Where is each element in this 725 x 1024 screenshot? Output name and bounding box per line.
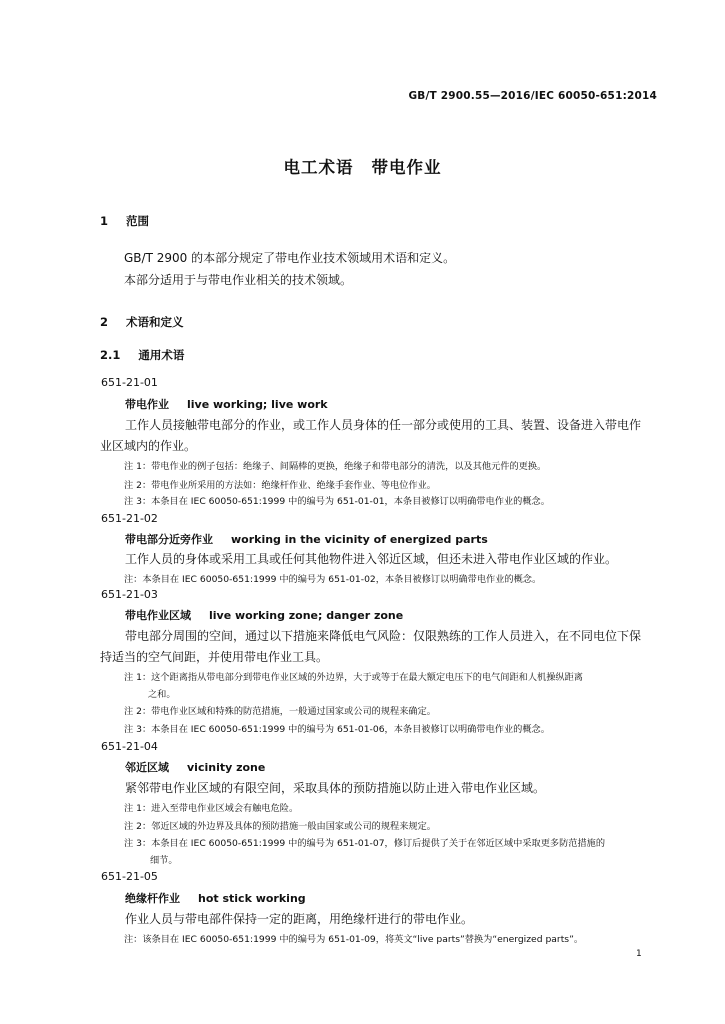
section-number: 1 [100, 214, 109, 228]
term-note: 注 2：带电作业区域和特殊的防范措施，一般通过国家或公司的规程来确定。 [124, 706, 436, 717]
term-id: 651-21-02 [101, 512, 158, 525]
term-heading [125, 396, 328, 412]
term-note: 注 1：带电作业的例子包括：绝缘子、间隔棒的更换，绝缘子和带电部分的清洗，以及其他元件的更换。 [124, 461, 547, 472]
term-id: 651-21-05 [101, 870, 158, 883]
term-note: 注 3：本条目在 IEC 60050-651:1999 中的编号为 651-01-07，修订后提供了关于在邻近区域中采取更多防范措施的 [124, 838, 606, 849]
term-note-cont: 之和。 [148, 689, 176, 700]
document-title [0, 154, 725, 178]
term-definition: 紧邻带电作业区域的有限空间，采取具体的预防措施以防止进入带电作业区域。 [125, 781, 546, 795]
standard-number: GB/T 2900.55—2016/IEC 60050-651:2014 [408, 90, 657, 102]
term-en: working in the vicinity of energized parts [231, 533, 488, 546]
section-2-heading [100, 314, 184, 330]
term-id: 651-21-04 [101, 740, 158, 753]
term-zh: 绝缘杆作业 [125, 892, 180, 905]
section-title: 术语和定义 [126, 315, 184, 329]
subsection-number: 2.1 [100, 348, 121, 362]
section-number: 2 [100, 315, 109, 329]
term-en: live working zone; danger zone [209, 609, 404, 622]
term-note: 注：本条目在 IEC 60050-651:1999 中的编号为 651-01-02，本条目被修订以明确带电作业的概念。 [124, 574, 542, 585]
term-definition: 作业人员与带电部件保持一定的距离，用绝缘杆进行的带电作业。 [125, 912, 474, 926]
scope-paragraph-1: GB/T 2900 的本部分规定了带电作业技术领域用术语和定义。 [124, 251, 456, 265]
term-en: hot stick working [198, 892, 306, 905]
subsection-2-1-heading [100, 347, 184, 363]
term-note: 注 3：本条目在 IEC 60050-651:1999 中的编号为 651-01-01，本条目被修订以明确带电作业的概念。 [124, 496, 550, 507]
term-id: 651-21-01 [101, 376, 158, 389]
page-number: 1 [636, 949, 642, 959]
term-note: 注 2：带电作业所采用的方法如：绝缘杆作业、绝缘手套作业、等电位作业。 [124, 480, 436, 491]
term-note: 注 1：这个距离指从带电部分到带电作业区域的外边界，大于或等于在最大额定电压下的电气间距和人机操纵距离 [124, 672, 583, 683]
term-zh: 带电作业区域 [125, 609, 191, 622]
term-heading [125, 607, 403, 623]
term-zh: 邻近区域 [125, 761, 169, 774]
term-id: 651-21-03 [101, 588, 158, 601]
scope-paragraph-2: 本部分适用于与带电作业相关的技术领域。 [124, 273, 353, 287]
term-zh: 带电作业 [125, 398, 169, 411]
term-note-cont: 细节。 [150, 855, 178, 866]
term-definition-cont: 持适当的空气间距，并使用带电作业工具。 [100, 650, 329, 664]
term-zh: 带电部分近旁作业 [125, 533, 213, 546]
title-left: 电工术语 [283, 158, 354, 177]
term-heading [125, 531, 488, 547]
section-title: 范围 [126, 214, 150, 228]
section-1-heading [100, 213, 149, 229]
term-note: 注 2：邻近区域的外边界及具体的预防措施一般由国家或公司的规程来规定。 [124, 821, 436, 832]
term-note: 注 1：进入至带电作业区域会有触电危险。 [124, 803, 299, 814]
term-definition: 带电部分周围的空间，通过以下措施来降低电气风险：仅限熟练的工作人员进入，在不同电位下保 [125, 629, 642, 643]
term-en: vicinity zone [187, 761, 266, 774]
term-note: 注 3：本条目在 IEC 60050-651:1999 中的编号为 651-01-06，本条目被修订以明确带电作业的概念。 [124, 724, 550, 735]
term-heading [125, 890, 306, 906]
term-definition: 工作人员的身体或采用工具或任何其他物件进入邻近区域，但还未进入带电作业区域的作业。 [125, 552, 618, 566]
subsection-title: 通用术语 [138, 348, 185, 362]
term-en: live working; live work [187, 398, 328, 411]
term-note: 注：该条目在 IEC 60050-651:1999 中的编号为 651-01-09，将英文“live parts”替换为“energized parts”。 [124, 934, 584, 945]
term-heading [125, 759, 265, 775]
term-definition-cont: 业区域内的作业。 [100, 439, 197, 453]
title-right: 带电作业 [371, 158, 442, 177]
term-definition: 工作人员接触带电部分的作业，或工作人员身体的任一部分或使用的工具、装置、设备进入带电作 [125, 418, 642, 432]
